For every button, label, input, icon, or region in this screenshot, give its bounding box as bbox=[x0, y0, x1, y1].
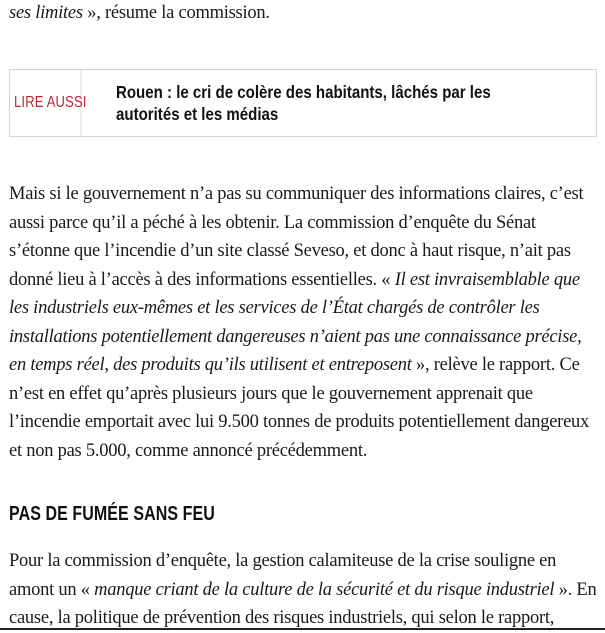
paragraph-1-text-b: », relève le rapport. Ce n’est en effet qu’après plusieurs jours que le gouvernement apprenait que l’incendie emportait avec lui 9.500 tonnes de produits potentiellement dangereux et non pas 5.000, comme annoncé précédemment. bbox=[9, 355, 590, 461]
paragraph-1-text-a: Mais si le gouvernement n’a pas su communiquer des informations claires, c’est aussi parce qu’il a péché à les obtenir. La commission d’enquête du Sénat s’étonne que l’incendie d’un site classé Seveso, et donc à haut risque, n’ait pas donné lieu à l’accès à des informations essentielles. « bbox=[9, 184, 584, 290]
intro-quote: ses limites bbox=[9, 3, 83, 23]
lire-aussi-box bbox=[9, 69, 597, 137]
section-subheading: PAS DE FUMÉE SANS FEU bbox=[9, 503, 215, 525]
intro-tail: », résume la commission. bbox=[82, 3, 270, 23]
lire-aussi-label: LIRE AUSSI bbox=[10, 70, 81, 136]
paragraph-2-text-b: ». En cause, la politique de prévention des risques industriels, qui selon le rapport, bbox=[9, 579, 597, 628]
paragraph-1-quote: Il est invraisemblable que les industriels eux-mêmes et les services de l’État chargés de contrôler les installations potentiellement dangereuses n’aient pas une connaissance précise, en temps réel, des produits qu’ils utilisent et entreposent bbox=[9, 269, 582, 375]
paragraph-2 bbox=[9, 547, 599, 633]
paragraph-2-text-a: Pour la commission d’enquête, la gestion calamiteuse de la crise souligne en amont un « bbox=[9, 551, 557, 600]
paragraph-1 bbox=[9, 180, 599, 465]
paragraph-2-quote: manque criant de la culture de la sécurité et du risque industriel bbox=[94, 579, 555, 600]
lire-aussi-link[interactable]: Rouen : le cri de colère des habitants, lâchés par les autorités et les médias bbox=[116, 82, 491, 124]
intro-fragment bbox=[9, 0, 599, 28]
